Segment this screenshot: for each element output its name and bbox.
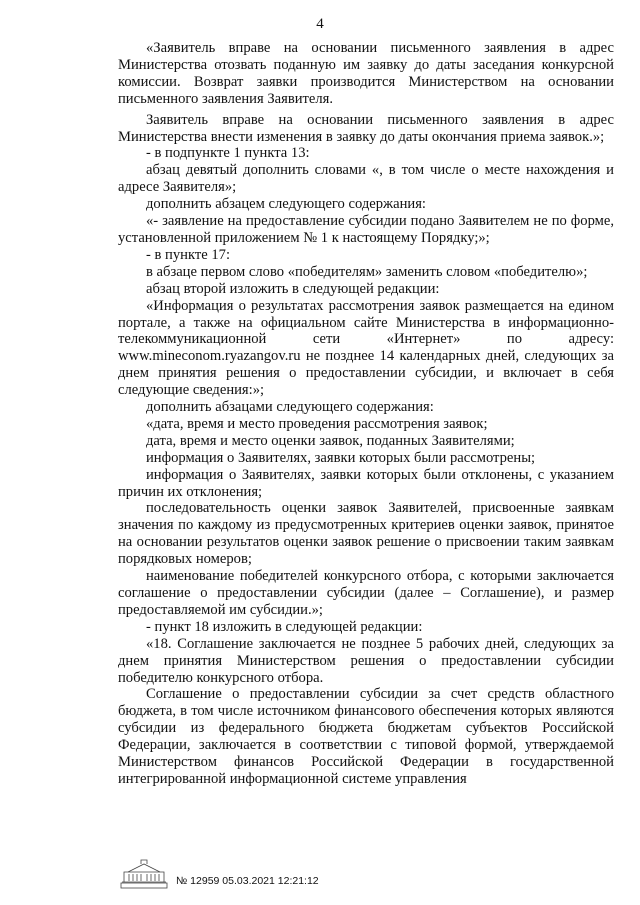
paragraph: Заявитель вправе на основании письменного заявления в адрес Министерства внести изменения в заявку до даты окончания приема заявок.»; bbox=[118, 111, 614, 145]
paragraph: дополнить абзацем следующего содержания: bbox=[146, 196, 426, 213]
paragraph: «18. Соглашение заключается не позднее 5 рабочих дней, следующих за днем принятия Министерством решения о предоставлении субсидии победителю конкурсного отбора. bbox=[118, 635, 614, 686]
paragraph: информация о Заявителях, заявки которых были отклонены, с указанием причин их отклонения; bbox=[118, 466, 614, 500]
paragraph: дата, время и место оценки заявок, поданных Заявителями; bbox=[146, 432, 515, 449]
paragraph: - пункт 18 изложить в следующей редакции: bbox=[146, 618, 423, 635]
paragraph: дополнить абзацами следующего содержания: bbox=[146, 399, 434, 416]
document-body bbox=[118, 40, 614, 788]
paragraph: абзац девятый дополнить словами «, в том числе о месте нахождения и адресе Заявителя»; bbox=[118, 162, 614, 196]
paragraph: «- заявление на предоставление субсидии подано Заявителем не по форме, установленной приложением № 1 к настоящему Порядку;»; bbox=[118, 213, 614, 246]
paragraph: «Заявитель вправе на основании письменного заявления в адрес Министерства отозвать поданную им заявку до даты заседания конкурсной комиссии. Возврат заявки производится Министерством на основании письменного заявления Заявителя. bbox=[118, 40, 614, 107]
registration-stamp bbox=[118, 856, 378, 896]
paragraph: в абзаце первом слово «победителям» заменить словом «победителю»; bbox=[146, 263, 588, 280]
registration-number: № 12959 05.03.2021 12:21:12 bbox=[176, 875, 319, 887]
paragraph: абзац второй изложить в следующей редакции: bbox=[146, 280, 440, 297]
paragraph: «дата, время и место проведения рассмотрения заявок; bbox=[146, 415, 488, 432]
page-number: 4 bbox=[316, 16, 324, 32]
paragraph: «Информация о результатах рассмотрения заявок размещается на едином портале, а также на официальном сайте Министерства в информационно-телекоммуникационной сети «Интернет» по адресу: www.mineconom.ryazangov.ru не позднее 14 календарных дней, следующих за днем принятия решения о предоставлении субсидии, и включает в себя следующие сведения:»; bbox=[118, 297, 614, 399]
building-seal-icon bbox=[118, 856, 170, 890]
paragraph: - в пункте 17: bbox=[146, 246, 231, 263]
paragraph: Соглашение о предоставлении субсидии за счет средств областного бюджета, в том числе источником финансового обеспечения которых являются субсидии из федерального бюджета бюджетам субъектов Российской Федерации, заключается в соответствии с типовой формой, утверждаемой Министерством финансов Российской Федерации в государственной интегрированной информационной системе управления bbox=[118, 686, 614, 787]
paragraph: - в подпункте 1 пункта 13: bbox=[146, 145, 310, 162]
paragraph: информация о Заявителях, заявки которых были рассмотрены; bbox=[146, 449, 536, 466]
paragraph: наименование победителей конкурсного отбора, с которыми заключается соглашение о предоставлении субсидии (далее – Соглашение), и размер предоставляемой им субсидии.»; bbox=[118, 568, 614, 618]
paragraph: последовательность оценки заявок Заявителей, присвоенные заявкам значения по каждому из предусмотренных критериев оценки заявок, принятое на основании результатов оценки заявок решение о присвоении таким заявкам порядковых номеров; bbox=[118, 500, 614, 568]
